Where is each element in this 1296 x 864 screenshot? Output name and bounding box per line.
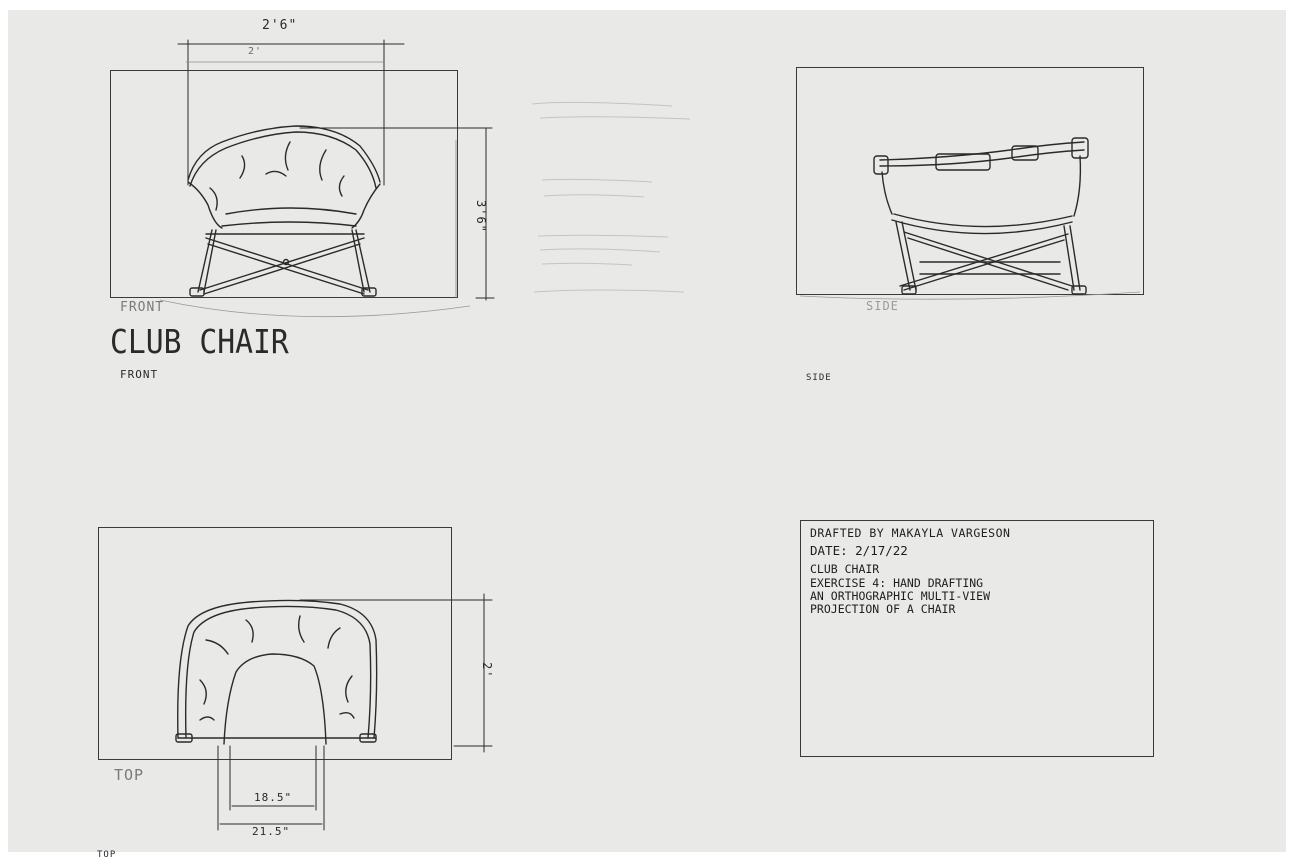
side-box-label: SIDE	[866, 299, 899, 313]
top-dim-depth: 2'	[480, 662, 494, 679]
title-block	[810, 526, 1150, 616]
side-caption: SIDE	[806, 373, 832, 383]
ground-lines	[160, 292, 1140, 317]
front-caption: FRONT	[120, 368, 159, 381]
side-chair-sketch	[874, 138, 1088, 294]
page-title: CLUB CHAIR	[110, 322, 289, 361]
top-box-label: TOP	[114, 766, 145, 784]
date: DATE: 2/17/22	[810, 543, 908, 558]
top-caption: TOP	[97, 850, 117, 860]
drawing-name: CLUB CHAIR	[810, 562, 880, 576]
exercise-line: EXERCISE 4: HAND DRAFTING	[810, 576, 984, 590]
front-dim-width-outer: 2'6"	[262, 18, 298, 33]
top-chair-sketch	[176, 594, 492, 830]
front-chair-sketch	[178, 40, 494, 300]
description-line-2: PROJECTION OF A CHAIR	[810, 602, 956, 616]
front-dim-height: 3'6"	[474, 200, 488, 233]
description-line: AN ORTHOGRAPHIC MULTI-VIEW	[810, 589, 991, 603]
drafted-by: DRAFTED BY MAKAYLA VARGESON	[810, 526, 1011, 540]
top-dim-seat-inner: 18.5"	[254, 791, 293, 804]
front-dim-width-inner: 2'	[248, 46, 263, 57]
front-box-label: FRONT	[120, 300, 165, 315]
top-dim-seat-outer: 21.5"	[252, 825, 291, 838]
